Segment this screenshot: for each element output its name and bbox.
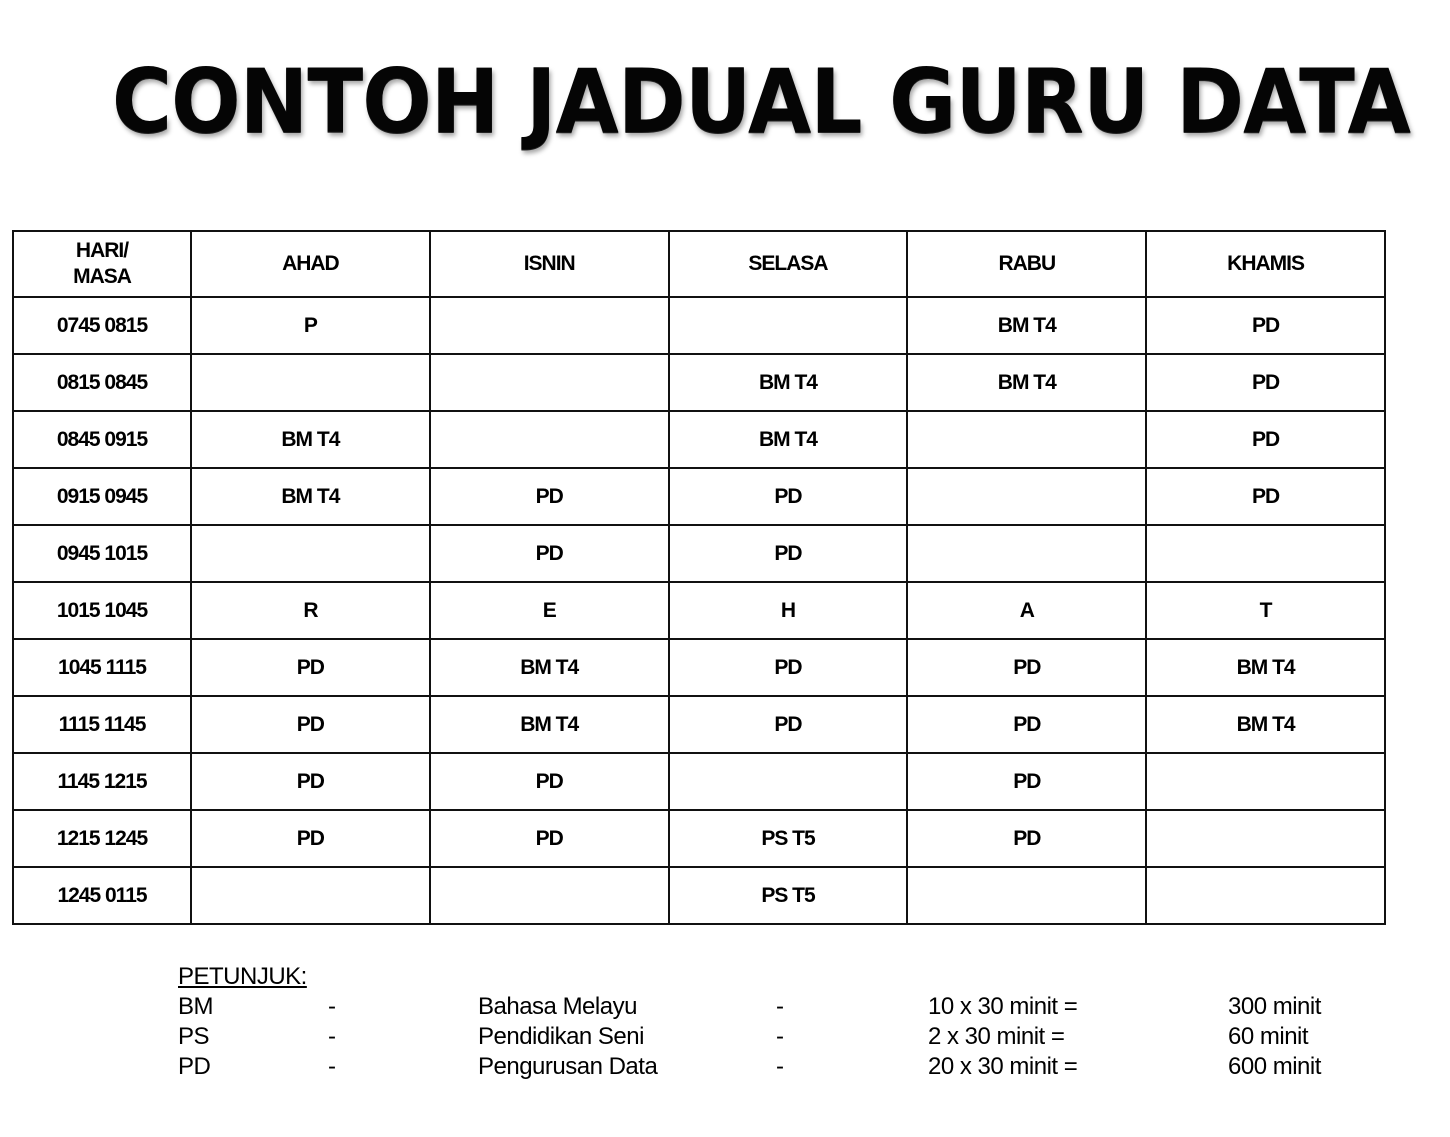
legend-calculation: 20 x 30 minit = xyxy=(928,1053,1078,1080)
schedule-cell-selasa: PD xyxy=(669,525,908,582)
legend-item xyxy=(178,1052,1378,1082)
legend-total: 300 minit xyxy=(1228,993,1321,1020)
legend-code: BM xyxy=(178,993,213,1020)
schedule-cell-isnin: E xyxy=(430,582,669,639)
legend-subject-name: Pengurusan Data xyxy=(478,1053,658,1080)
table-row xyxy=(13,297,1385,354)
schedule-cell-selasa: PD xyxy=(669,468,908,525)
header-day-isnin: ISNIN xyxy=(430,231,669,297)
schedule-cell-rabu: BM T4 xyxy=(907,297,1146,354)
schedule-cell-rabu xyxy=(907,867,1146,924)
header-row xyxy=(13,231,1385,297)
schedule-cell-khamis xyxy=(1146,753,1385,810)
table-row xyxy=(13,639,1385,696)
table-row xyxy=(13,354,1385,411)
schedule-cell-khamis xyxy=(1146,525,1385,582)
legend-subject-name: Pendidikan Seni xyxy=(478,1023,644,1050)
schedule-cell-khamis: PD xyxy=(1146,297,1385,354)
schedule-cell-isnin xyxy=(430,867,669,924)
table-row xyxy=(13,810,1385,867)
schedule-cell-khamis: PD xyxy=(1146,354,1385,411)
schedule-cell-khamis: PD xyxy=(1146,468,1385,525)
schedule-cell-isnin: BM T4 xyxy=(430,696,669,753)
legend-dash: - xyxy=(776,1023,784,1050)
timetable-body xyxy=(13,297,1385,924)
time-slot-cell: 1115 1145 xyxy=(13,696,191,753)
schedule-cell-rabu xyxy=(907,411,1146,468)
legend-dash: - xyxy=(328,1053,336,1080)
schedule-cell-isnin: PD xyxy=(430,525,669,582)
time-slot-cell: 1015 1045 xyxy=(13,582,191,639)
schedule-cell-ahad: BM T4 xyxy=(191,411,430,468)
header-day-ahad: AHAD xyxy=(191,231,430,297)
legend-total: 60 minit xyxy=(1228,1023,1309,1050)
schedule-cell-ahad: R xyxy=(191,582,430,639)
header-day-khamis: KHAMIS xyxy=(1146,231,1385,297)
time-slot-cell: 1045 1115 xyxy=(13,639,191,696)
time-slot-cell: 1245 0115 xyxy=(13,867,191,924)
page-title: CONTOH JADUAL GURU DATA xyxy=(112,50,1411,153)
schedule-cell-khamis: T xyxy=(1146,582,1385,639)
table-row xyxy=(13,582,1385,639)
schedule-cell-khamis xyxy=(1146,810,1385,867)
schedule-cell-rabu: BM T4 xyxy=(907,354,1146,411)
time-slot-cell: 1215 1245 xyxy=(13,810,191,867)
legend-rows xyxy=(178,992,1378,1082)
table-row xyxy=(13,525,1385,582)
legend-subject-name: Bahasa Melayu xyxy=(478,993,637,1020)
schedule-cell-ahad xyxy=(191,867,430,924)
table-row xyxy=(13,411,1385,468)
schedule-cell-rabu: PD xyxy=(907,753,1146,810)
legend-calculation: 2 x 30 minit = xyxy=(928,1023,1065,1050)
legend-item xyxy=(178,992,1378,1022)
schedule-cell-ahad: PD xyxy=(191,753,430,810)
table-row xyxy=(13,696,1385,753)
legend-title: PETUNJUK: xyxy=(178,963,307,990)
time-slot-cell: 0745 0815 xyxy=(13,297,191,354)
schedule-cell-selasa: H xyxy=(669,582,908,639)
schedule-cell-selasa xyxy=(669,753,908,810)
time-slot-cell: 1145 1215 xyxy=(13,753,191,810)
schedule-cell-selasa: PD xyxy=(669,639,908,696)
schedule-cell-selasa: PS T5 xyxy=(669,810,908,867)
schedule-cell-khamis: BM T4 xyxy=(1146,696,1385,753)
time-slot-cell: 0815 0845 xyxy=(13,354,191,411)
timetable xyxy=(12,230,1386,925)
schedule-cell-ahad: PD xyxy=(191,696,430,753)
schedule-cell-selasa: PD xyxy=(669,696,908,753)
legend-code: PD xyxy=(178,1053,211,1080)
table-row xyxy=(13,753,1385,810)
schedule-cell-khamis xyxy=(1146,867,1385,924)
legend-dash: - xyxy=(776,993,784,1020)
schedule-cell-isnin: PD xyxy=(430,753,669,810)
schedule-cell-isnin xyxy=(430,354,669,411)
time-slot-cell: 0845 0915 xyxy=(13,411,191,468)
header-day-rabu: RABU xyxy=(907,231,1146,297)
schedule-cell-khamis: PD xyxy=(1146,411,1385,468)
schedule-cell-selasa xyxy=(669,297,908,354)
schedule-cell-ahad: PD xyxy=(191,639,430,696)
schedule-cell-rabu: PD xyxy=(907,696,1146,753)
schedule-cell-ahad: PD xyxy=(191,810,430,867)
legend-total: 600 minit xyxy=(1228,1053,1321,1080)
legend-dash: - xyxy=(328,993,336,1020)
time-slot-cell: 0915 0945 xyxy=(13,468,191,525)
schedule-cell-rabu xyxy=(907,525,1146,582)
schedule-cell-rabu: PD xyxy=(907,639,1146,696)
header-corner xyxy=(13,231,191,297)
schedule-cell-isnin xyxy=(430,411,669,468)
table-row xyxy=(13,468,1385,525)
header-corner-time: MASA xyxy=(73,265,131,288)
schedule-cell-isnin: PD xyxy=(430,468,669,525)
schedule-cell-selasa: BM T4 xyxy=(669,411,908,468)
header-corner-day: HARI/ xyxy=(75,239,129,262)
schedule-cell-rabu: PD xyxy=(907,810,1146,867)
schedule-cell-selasa: PS T5 xyxy=(669,867,908,924)
schedule-cell-selasa: BM T4 xyxy=(669,354,908,411)
schedule-cell-ahad: P xyxy=(191,297,430,354)
legend-code: PS xyxy=(178,1023,210,1050)
legend-item xyxy=(178,1022,1378,1052)
schedule-cell-khamis: BM T4 xyxy=(1146,639,1385,696)
schedule-cell-rabu xyxy=(907,468,1146,525)
schedule-cell-ahad xyxy=(191,354,430,411)
table-row xyxy=(13,867,1385,924)
legend-calculation: 10 x 30 minit = xyxy=(928,993,1078,1020)
schedule-cell-isnin: PD xyxy=(430,810,669,867)
legend-dash: - xyxy=(328,1023,336,1050)
schedule-cell-isnin: BM T4 xyxy=(430,639,669,696)
schedule-cell-ahad xyxy=(191,525,430,582)
header-day-selasa: SELASA xyxy=(669,231,908,297)
legend xyxy=(178,962,1378,1082)
schedule-cell-rabu: A xyxy=(907,582,1146,639)
legend-dash: - xyxy=(776,1053,784,1080)
time-slot-cell: 0945 1015 xyxy=(13,525,191,582)
schedule-cell-ahad: BM T4 xyxy=(191,468,430,525)
schedule-cell-isnin xyxy=(430,297,669,354)
